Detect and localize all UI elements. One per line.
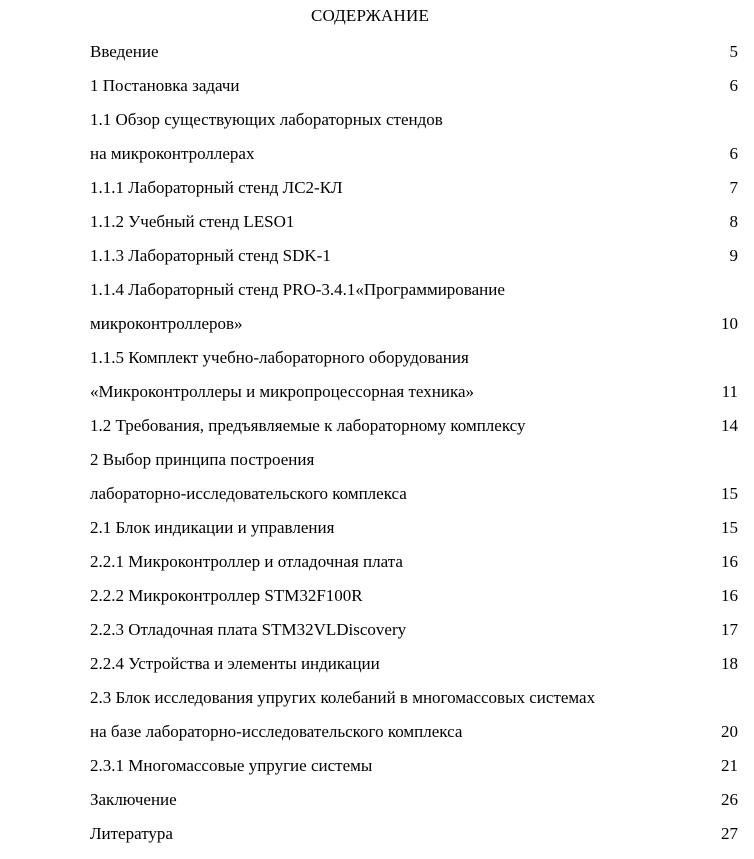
- toc-entry: [90, 789, 738, 823]
- toc-entry-page-number: 18: [721, 654, 738, 673]
- toc-entry-text: Заключение: [90, 790, 177, 809]
- toc-entry-page-number: 27: [721, 824, 738, 843]
- toc-entry-text: 1.1.1 Лабораторный стенд ЛС2-КЛ: [90, 178, 343, 197]
- toc-entry-text: на микроконтроллерах: [90, 144, 255, 163]
- toc-entry-text: 1.1.2 Учебный стенд LESO1: [90, 212, 295, 231]
- toc-entry: [90, 347, 738, 381]
- toc-entry-page-number: 16: [721, 552, 738, 571]
- toc-entry: [90, 41, 738, 75]
- toc-entry: [90, 687, 738, 721]
- toc-entry-text: Введение: [90, 42, 159, 61]
- toc-entry: [90, 449, 738, 483]
- toc-entry-text: 2.1 Блок индикации и управления: [90, 518, 335, 537]
- toc-entry: [90, 143, 738, 177]
- toc-entry-text: 1.1.4 Лабораторный стенд PRO-3.4.1«Программирование: [90, 280, 505, 299]
- toc-entry-text: 1.2 Требования, предъявляемые к лабораторному комплексу: [90, 416, 526, 435]
- toc-entry-page-number: 26: [721, 790, 738, 809]
- toc-entry: [90, 245, 738, 279]
- toc-entry: [90, 483, 738, 517]
- toc-entry-text: 2.2.2 Микроконтроллер STM32F100R: [90, 586, 363, 605]
- toc-entry-text: на базе лабораторно-исследовательского комплекса: [90, 722, 463, 741]
- toc-entry: [90, 823, 738, 857]
- toc-entry: [90, 75, 738, 109]
- toc-entry: [90, 517, 738, 551]
- toc-entry-text: 2.3 Блок исследования упругих колебаний в многомассовых системах: [90, 688, 596, 707]
- toc-entry-page-number: 15: [721, 518, 738, 537]
- toc-entry: [90, 381, 738, 415]
- toc-entry-page-number: 5: [729, 42, 738, 61]
- toc-entry-text: Литература: [90, 824, 173, 843]
- toc-entry: [90, 653, 738, 687]
- toc-entry-page-number: 9: [729, 246, 738, 265]
- toc-entry-page-number: 6: [729, 76, 738, 95]
- toc-entry-page-number: 8: [729, 212, 738, 231]
- toc-entry-text: 1.1.3 Лабораторный стенд SDK-1: [90, 246, 331, 265]
- toc-entry-page-number: 11: [721, 382, 738, 401]
- toc-entry-text: 1.1 Обзор существующих лабораторных стендов: [90, 110, 443, 129]
- toc-entry-page-number: 21: [721, 756, 738, 775]
- toc-entry-page-number: 16: [721, 586, 738, 605]
- toc-entry-page-number: 6: [729, 144, 738, 163]
- toc-entry-page-number: 14: [721, 416, 738, 435]
- toc-entry: [90, 211, 738, 245]
- toc-entry-text: 2 Выбор принципа построения: [90, 450, 315, 469]
- toc-entry-text: лабораторно-исследовательского комплекса: [90, 484, 407, 503]
- toc-entry: [90, 177, 738, 211]
- toc-entry-page-number: 10: [721, 314, 738, 333]
- toc-entry: [90, 313, 738, 347]
- toc-entry: [90, 585, 738, 619]
- toc-entry-text: 1.1.5 Комплект учебно-лабораторного оборудования: [90, 348, 469, 367]
- toc-entry-text: микроконтроллеров»: [90, 314, 243, 333]
- toc-entry: [90, 109, 738, 143]
- toc-entry-text: 2.2.1 Микроконтроллер и отладочная плата: [90, 552, 403, 571]
- toc-entry: [90, 551, 738, 585]
- toc-entry-text: 2.2.3 Отладочная плата STM32VLDiscovery: [90, 620, 407, 639]
- toc-entry-page-number: 17: [721, 620, 738, 639]
- toc-entry-page-number: 7: [729, 178, 738, 197]
- toc-entry: [90, 619, 738, 653]
- toc-entry-text: 2.2.4 Устройства и элементы индикации: [90, 654, 380, 673]
- toc-entry-text: 2.3.1 Многомассовые упругие системы: [90, 756, 373, 775]
- toc-entry: [90, 279, 738, 313]
- table-of-contents: [90, 41, 738, 857]
- toc-entry: [90, 755, 738, 789]
- toc-entry-text: 1 Постановка задачи: [90, 76, 240, 95]
- toc-entry: [90, 721, 738, 755]
- toc-entry: [90, 415, 738, 449]
- page-title: СОДЕРЖАНИЕ: [310, 6, 430, 25]
- toc-entry-page-number: 20: [721, 722, 738, 741]
- toc-entry-page-number: 15: [721, 484, 738, 503]
- toc-entry-text: «Микроконтроллеры и микропроцессорная техника»: [90, 382, 474, 401]
